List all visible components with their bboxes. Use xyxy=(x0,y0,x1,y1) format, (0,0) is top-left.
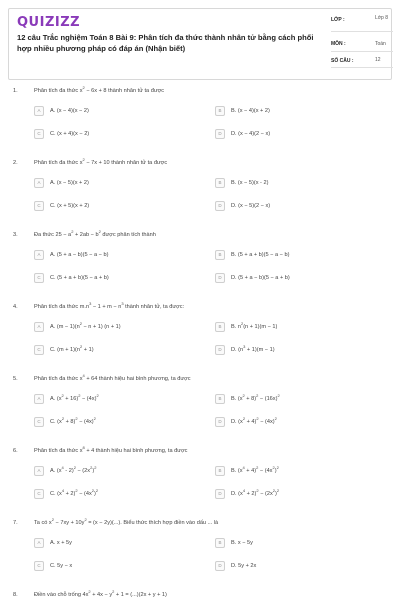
option-key-box[interactable]: C xyxy=(34,561,44,571)
answer-option-a[interactable] xyxy=(34,104,204,118)
answer-option-d[interactable] xyxy=(215,127,385,141)
option-text: D. 5y + 2x xyxy=(231,563,257,569)
option-key-box[interactable]: A xyxy=(34,538,44,548)
option-key-box[interactable]: A xyxy=(34,106,44,116)
option-key-box[interactable]: C xyxy=(34,489,44,499)
option-text: A. $(m - 1)(n^2 - n + 1)$ (n + 1) xyxy=(50,321,121,330)
answer-option-d[interactable] xyxy=(215,271,385,285)
option-text: D. (x − 4)(2 − x) xyxy=(231,131,271,137)
option-text: B. $n^2(n + 1)(m - 1)$ xyxy=(231,321,278,330)
option-key-box[interactable]: D xyxy=(215,273,225,283)
question-number: 5. xyxy=(13,376,18,382)
answer-option-b[interactable] xyxy=(215,392,385,406)
answer-option-d[interactable] xyxy=(215,487,385,501)
answer-option-a[interactable] xyxy=(34,536,204,550)
answer-option-a[interactable] xyxy=(34,392,204,406)
option-key-box[interactable]: A xyxy=(34,394,44,404)
option-text: D. (5 + a − b)(5 − a + b) xyxy=(231,275,290,281)
answer-option-d[interactable] xyxy=(215,559,385,573)
question-text: Phân tích đa thức $m.n^3 - 1 + m - n^3$ thành nhân tử, ta được: xyxy=(34,301,185,310)
answer-option-c[interactable] xyxy=(34,127,204,141)
option-text: A. (x − 5)(x + 2) xyxy=(50,180,89,186)
option-text: B. $(x^2 + 8)^2 - (16x)^2$ xyxy=(231,393,280,402)
answer-option-b[interactable] xyxy=(215,464,385,478)
answer-option-a[interactable] xyxy=(34,176,204,190)
option-text: B. x − 5y xyxy=(231,540,253,546)
meta-divider xyxy=(331,67,393,68)
question-text: Phân tích đa thức $x^8 + 4$ thành hiệu hai bình phương, ta được xyxy=(34,445,188,454)
question-text: Đa thức $25 - a^2 + 2ab - b^2$ được phân tích thành xyxy=(34,229,156,238)
option-key-box[interactable]: B xyxy=(215,322,225,332)
meta-divider xyxy=(331,31,393,32)
option-key-box[interactable]: D xyxy=(215,489,225,499)
question-text: Ta có $x^2 - 7xy + 10y^2 = (x - 2y)(...)$. Biểu thức thích hợp điền vào dấu ... là xyxy=(34,517,219,526)
quizizz-logo: QUIZIZZ xyxy=(17,15,81,30)
worksheet-header xyxy=(8,8,392,80)
option-key-box[interactable]: B xyxy=(215,178,225,188)
class-value: Lớp 8 xyxy=(375,15,389,21)
answer-option-a[interactable] xyxy=(34,464,204,478)
answer-option-d[interactable] xyxy=(215,415,385,429)
option-text: A. (5 + a − b)(5 − a − b) xyxy=(50,252,109,258)
count-label: SỐ CÂU : xyxy=(331,58,354,64)
answer-option-b[interactable] xyxy=(215,104,385,118)
option-text: A. $(x^2 + 16)^2 - (4x)^2$ xyxy=(50,393,99,402)
option-text: C. (x + 5)(x + 2) xyxy=(50,203,90,209)
answer-option-b[interactable] xyxy=(215,248,385,262)
option-key-box[interactable]: A xyxy=(34,322,44,332)
option-text: C. 5y − x xyxy=(50,563,73,569)
option-key-box[interactable]: A xyxy=(34,466,44,476)
option-key-box[interactable]: C xyxy=(34,201,44,211)
option-key-box[interactable]: D xyxy=(215,345,225,355)
option-key-box[interactable]: C xyxy=(34,129,44,139)
option-key-box[interactable]: D xyxy=(215,129,225,139)
option-key-box[interactable]: C xyxy=(34,273,44,283)
option-text: D. (x − 5)(2 − x) xyxy=(231,203,271,209)
worksheet-title: 12 câu Trắc nghiệm Toán 8 Bài 9: Phân tích đa thức thành nhân tử bằng cách phối hợp nhiều phương pháp có đáp án (Nhận biết) xyxy=(17,33,314,53)
answer-option-c[interactable] xyxy=(34,199,204,213)
option-text: C. (5 + a + b)(5 − a + b) xyxy=(50,275,109,281)
answer-option-c[interactable] xyxy=(34,415,204,429)
option-key-box[interactable]: B xyxy=(215,394,225,404)
option-key-box[interactable]: B xyxy=(215,250,225,260)
question-text: Phân tích đa thức $x^2 - 7x + 10$ thành nhân tử ta được xyxy=(34,157,168,166)
question-text: Phân tích đa thức $x^2 - 6x + 8$ thành nhân tử ta được xyxy=(34,85,165,94)
option-key-box[interactable]: B xyxy=(215,106,225,116)
question-number: 3. xyxy=(13,232,18,238)
count-value: 12 xyxy=(375,57,381,63)
option-text: B. (x − 5)(x - 2) xyxy=(231,180,269,186)
option-text: B. (5 + a + b)(5 − a − b) xyxy=(231,252,290,258)
option-text: A. x + 5y xyxy=(50,540,72,546)
answer-option-c[interactable] xyxy=(34,271,204,285)
option-text: B. (x − 4)(x + 2) xyxy=(231,108,270,114)
answer-option-a[interactable] xyxy=(34,248,204,262)
meta-divider xyxy=(331,51,393,52)
answer-option-a[interactable] xyxy=(34,320,204,334)
class-label: LỚP : xyxy=(331,17,345,23)
option-key-box[interactable]: C xyxy=(34,417,44,427)
subject-value: Toán xyxy=(375,41,386,47)
option-text: B. $(x^4 + 4)^2 - (4x^2)^2$ xyxy=(231,465,279,474)
answer-option-c[interactable] xyxy=(34,487,204,501)
option-text: C. (x + 4)(x − 2) xyxy=(50,131,90,137)
question-text: Điền vào chỗ trống $4x^2 + 4x - y^2 + 1 = (...)(2x + y + 1)$ xyxy=(34,589,167,598)
option-text: D. $(n^3 + 1)(m - 1)$ xyxy=(231,344,275,353)
question-number: 2. xyxy=(13,160,18,166)
option-text: C. $(x^2 + 8)^2 - (4x)^2$ xyxy=(50,416,96,425)
question-number: 1. xyxy=(13,88,18,94)
option-key-box[interactable]: D xyxy=(215,561,225,571)
option-key-box[interactable]: C xyxy=(34,345,44,355)
answer-option-b[interactable] xyxy=(215,536,385,550)
option-key-box[interactable]: B xyxy=(215,466,225,476)
option-key-box[interactable]: A xyxy=(34,250,44,260)
option-key-box[interactable]: A xyxy=(34,178,44,188)
subject-label: MÔN : xyxy=(331,41,346,47)
answer-option-b[interactable] xyxy=(215,320,385,334)
answer-option-c[interactable] xyxy=(34,559,204,573)
answer-option-d[interactable] xyxy=(215,199,385,213)
answer-option-d[interactable] xyxy=(215,343,385,357)
option-text: C. $(x^4 + 2)^2 - (4x^2)^2$ xyxy=(50,488,99,497)
option-key-box[interactable]: D xyxy=(215,417,225,427)
option-text: D. $(x^2 + 4)^2 - (4x)^2$ xyxy=(231,416,277,425)
option-text: A. (x − 4)(x − 2) xyxy=(50,108,89,114)
question-number: 8. xyxy=(13,592,18,598)
option-text: A. $(x^4 - 2)^2 - (2x^2)^2$ xyxy=(50,465,97,474)
question-number: 4. xyxy=(13,304,18,310)
option-key-box[interactable]: D xyxy=(215,201,225,211)
question-number: 6. xyxy=(13,448,18,454)
question-text: Phân tích đa thức $x^4 + 64$ thành hiệu hai bình phương, ta được xyxy=(34,373,191,382)
option-text: D. $(x^4 + 2)^2 - (2x^2)^2$ xyxy=(231,488,280,497)
option-text: C. $(m + 1)(n^2 + 1)$ xyxy=(50,344,94,353)
option-key-box[interactable]: B xyxy=(215,538,225,548)
question-number: 7. xyxy=(13,520,18,526)
answer-option-b[interactable] xyxy=(215,176,385,190)
answer-option-c[interactable] xyxy=(34,343,204,357)
